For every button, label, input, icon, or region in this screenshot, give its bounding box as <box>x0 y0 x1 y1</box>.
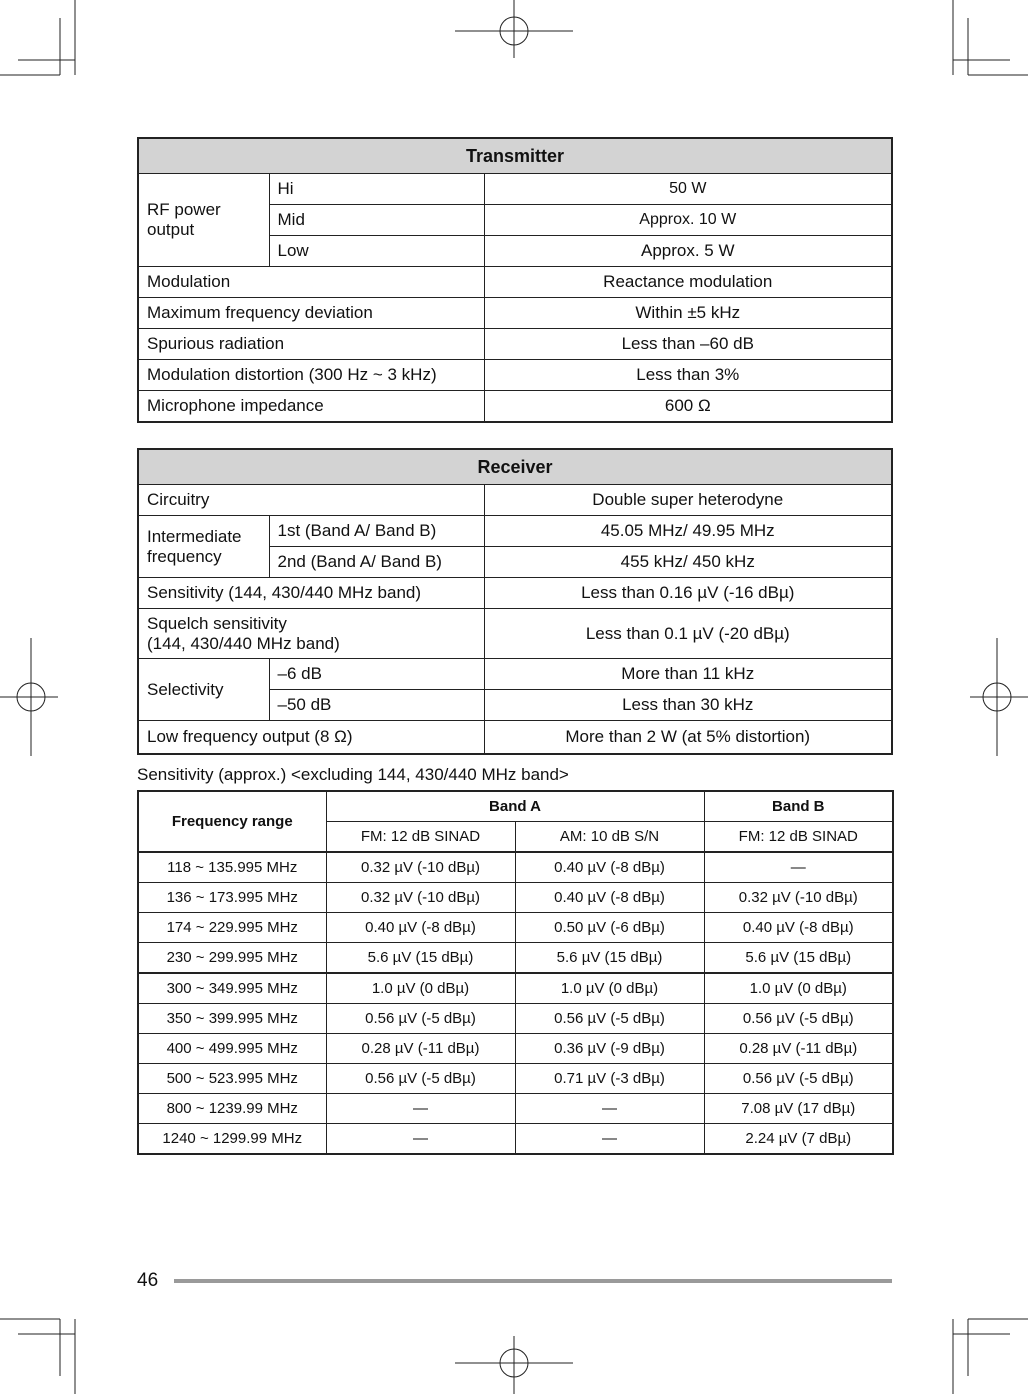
spec-value: Less than –60 dB <box>484 329 892 360</box>
value-cell: 5.6 µV (15 dBµ) <box>515 943 704 974</box>
selectivity-sub: –6 dB <box>269 659 484 690</box>
freq-cell: 174 ~ 229.995 MHz <box>138 913 326 943</box>
spec-label: Low frequency output (8 Ω) <box>138 721 484 754</box>
table-row <box>138 973 893 1004</box>
freq-cell: 118 ~ 135.995 MHz <box>138 852 326 883</box>
table-row <box>138 852 893 883</box>
receiver-title: Receiver <box>138 449 892 485</box>
sub-header: AM: 10 dB S/N <box>515 822 704 853</box>
squelch-label-line2: (144, 430/440 MHz band) <box>147 633 340 653</box>
spec-label: Maximum frequency deviation <box>138 298 484 329</box>
freq-cell: 350 ~ 399.995 MHz <box>138 1004 326 1034</box>
spec-label: Sensitivity (144, 430/440 MHz band) <box>138 578 484 609</box>
value-cell: 0.50 µV (-6 dBµ) <box>515 913 704 943</box>
value-cell: 0.32 µV (-10 dBµ) <box>704 883 893 913</box>
selectivity-label: Selectivity <box>138 659 269 721</box>
footer-rule <box>174 1279 892 1283</box>
spec-label: Spurious radiation <box>138 329 484 360</box>
table-row <box>138 1064 893 1094</box>
value-cell: 0.56 µV (-5 dBµ) <box>515 1004 704 1034</box>
squelch-label <box>138 609 484 659</box>
table-row <box>138 913 893 943</box>
transmitter-title: Transmitter <box>138 138 892 174</box>
table-row <box>138 1034 893 1064</box>
value-cell: 7.08 µV (17 dBµ) <box>704 1094 893 1124</box>
value-cell: 5.6 µV (15 dBµ) <box>704 943 893 974</box>
table-row <box>138 883 893 913</box>
value-cell: 0.32 µV (-10 dBµ) <box>326 852 515 883</box>
table-row <box>138 1004 893 1034</box>
rf-power-level: Low <box>269 236 484 267</box>
value-cell: — <box>704 852 893 883</box>
freq-cell: 300 ~ 349.995 MHz <box>138 973 326 1004</box>
value-cell: 0.40 µV (-8 dBµ) <box>515 852 704 883</box>
spec-value: 600 Ω <box>484 391 892 423</box>
rf-power-value: Approx. 10 W <box>484 205 892 236</box>
table-row <box>138 1124 893 1155</box>
transmitter-table <box>137 137 893 423</box>
spec-label: Modulation distortion (300 Hz ~ 3 kHz) <box>138 360 484 391</box>
sub-header: FM: 12 dB SINAD <box>704 822 893 853</box>
value-cell: 2.24 µV (7 dBµ) <box>704 1124 893 1155</box>
selectivity-sub: –50 dB <box>269 690 484 721</box>
value-cell: 1.0 µV (0 dBµ) <box>704 973 893 1004</box>
value-cell: 0.28 µV (-11 dBµ) <box>704 1034 893 1064</box>
spec-value: More than 2 W (at 5% distortion) <box>484 721 892 754</box>
selectivity-value: More than 11 kHz <box>484 659 892 690</box>
freq-cell: 136 ~ 173.995 MHz <box>138 883 326 913</box>
spec-label: Modulation <box>138 267 484 298</box>
value-cell: — <box>515 1094 704 1124</box>
sub-header: FM: 12 dB SINAD <box>326 822 515 853</box>
rf-power-level: Hi <box>269 174 484 205</box>
freq-cell: 230 ~ 299.995 MHz <box>138 943 326 974</box>
spec-label: Microphone impedance <box>138 391 484 423</box>
value-cell: 1.0 µV (0 dBµ) <box>326 973 515 1004</box>
value-cell: 0.40 µV (-8 dBµ) <box>704 913 893 943</box>
value-cell: 0.40 µV (-8 dBµ) <box>326 913 515 943</box>
intermediate-sub: 1st (Band A/ Band B) <box>269 516 484 547</box>
value-cell: 0.56 µV (-5 dBµ) <box>704 1004 893 1034</box>
rf-power-value: 50 W <box>484 174 892 205</box>
spec-value: Double super heterodyne <box>484 485 892 516</box>
sensitivity-table-title: Sensitivity (approx.) <excluding 144, 430/440 MHz band> <box>137 765 569 784</box>
value-cell: 0.36 µV (-9 dBµ) <box>515 1034 704 1064</box>
rf-power-level: Mid <box>269 205 484 236</box>
spec-value: Less than 3% <box>484 360 892 391</box>
freq-cell: 500 ~ 523.995 MHz <box>138 1064 326 1094</box>
rf-power-value: Approx. 5 W <box>484 236 892 267</box>
value-cell: 0.56 µV (-5 dBµ) <box>326 1004 515 1034</box>
value-cell: — <box>326 1094 515 1124</box>
value-cell: 0.56 µV (-5 dBµ) <box>704 1064 893 1094</box>
spec-value: Within ±5 kHz <box>484 298 892 329</box>
spec-label: Circuitry <box>138 485 484 516</box>
squelch-label-line1: Squelch sensitivity <box>147 613 287 633</box>
value-cell: 5.6 µV (15 dBµ) <box>326 943 515 974</box>
value-cell: — <box>326 1124 515 1155</box>
spec-value: Less than 0.1 µV (-20 dBµ) <box>484 609 892 659</box>
band-a-header: Band A <box>326 791 704 822</box>
value-cell: 0.40 µV (-8 dBµ) <box>515 883 704 913</box>
value-cell: — <box>515 1124 704 1155</box>
freq-cell: 1240 ~ 1299.99 MHz <box>138 1124 326 1155</box>
freq-cell: 400 ~ 499.995 MHz <box>138 1034 326 1064</box>
table-row <box>138 943 893 974</box>
intermediate-value: 45.05 MHz/ 49.95 MHz <box>484 516 892 547</box>
spec-value: Less than 0.16 µV (-16 dBµ) <box>484 578 892 609</box>
table-row <box>138 1094 893 1124</box>
rf-power-label: RF power output <box>138 174 269 267</box>
sensitivity-table <box>137 790 894 1155</box>
value-cell: 0.32 µV (-10 dBµ) <box>326 883 515 913</box>
frequency-range-header: Frequency range <box>138 791 326 852</box>
intermediate-value: 455 kHz/ 450 kHz <box>484 547 892 578</box>
intermediate-label: Intermediate frequency <box>138 516 269 578</box>
value-cell: 1.0 µV (0 dBµ) <box>515 973 704 1004</box>
page-number: 46 <box>137 1270 159 1291</box>
selectivity-value: Less than 30 kHz <box>484 690 892 721</box>
band-b-header: Band B <box>704 791 893 822</box>
spec-value: Reactance modulation <box>484 267 892 298</box>
receiver-table <box>137 448 893 755</box>
intermediate-sub: 2nd (Band A/ Band B) <box>269 547 484 578</box>
value-cell: 0.28 µV (-11 dBµ) <box>326 1034 515 1064</box>
freq-cell: 800 ~ 1239.99 MHz <box>138 1094 326 1124</box>
value-cell: 0.71 µV (-3 dBµ) <box>515 1064 704 1094</box>
value-cell: 0.56 µV (-5 dBµ) <box>326 1064 515 1094</box>
